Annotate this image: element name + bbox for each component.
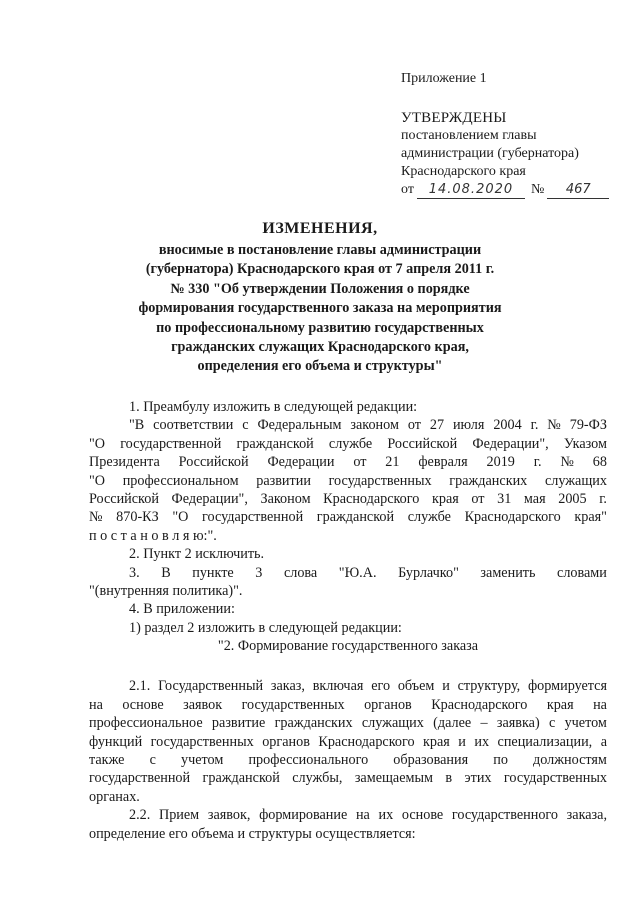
word: служащих [361, 715, 424, 732]
word: заказ, [270, 678, 305, 695]
word: замещаемым [354, 770, 434, 787]
section-2-1-line [89, 751, 607, 769]
word: Президента [89, 454, 160, 471]
word: службы, [292, 770, 343, 787]
section-2-1-line [89, 696, 607, 714]
section-2-1-line [89, 733, 607, 751]
word: Российской [178, 454, 249, 471]
section-2-1-end: органах. [89, 788, 140, 805]
word: основе [401, 807, 444, 824]
word: пункте [192, 564, 234, 581]
approval-line: Краснодарского края [401, 164, 526, 179]
word: Федерации", [171, 490, 248, 507]
document-title: ИЗМЕНЕНИЯ, [262, 220, 378, 237]
word: формируется [527, 678, 607, 695]
word: структуру, [457, 678, 521, 695]
word: гражданских [449, 472, 528, 489]
section-2-1-line [89, 714, 607, 732]
paragraph-4: 4. В приложении: [129, 601, 235, 618]
word: государственных [150, 733, 254, 750]
word: учетом [564, 715, 607, 732]
word: В [161, 564, 171, 581]
word: формирование [259, 807, 348, 824]
word: 79-ФЗ [569, 417, 607, 434]
word: органов [364, 696, 412, 713]
appendix-label: Приложение 1 [401, 71, 487, 86]
approval-line: постановлением главы [401, 128, 537, 143]
word: Российской [387, 435, 458, 452]
word: заменить [480, 564, 536, 581]
word: этих [464, 770, 492, 787]
paragraph-3 [89, 564, 607, 582]
word: соответствии [153, 417, 234, 434]
word: с [548, 715, 556, 732]
spacer [89, 655, 607, 677]
word: государственных [503, 770, 607, 787]
word: государственного [451, 807, 558, 824]
quote-line [89, 472, 607, 490]
date-number-line [401, 181, 609, 199]
word: Бурлачко" [398, 564, 459, 581]
quote-line [89, 435, 607, 453]
word: г. [599, 490, 607, 507]
title-block [100, 219, 540, 377]
word: их [474, 733, 490, 750]
word: Законом [260, 490, 311, 507]
word: Российской [89, 490, 159, 507]
word: органов [262, 733, 310, 750]
word: Федерации", [472, 435, 549, 452]
word: № [547, 417, 561, 434]
word: г. [530, 417, 539, 434]
word: февраля [418, 454, 468, 471]
word: "В [129, 417, 145, 434]
word: с [149, 752, 156, 769]
word: объем [397, 678, 435, 695]
word: заявок, [207, 807, 251, 824]
section-heading: "2. Формирование государственного заказа [217, 638, 479, 655]
paragraph-1: 1. Преамбулу изложить в следующей редакции: [129, 399, 418, 415]
word: Прием [158, 807, 200, 824]
word: словами [557, 564, 607, 581]
word: государственной [120, 435, 222, 452]
word: по [493, 752, 508, 769]
word: г. [533, 454, 542, 471]
word: "О [89, 435, 106, 452]
word: "Ю.А. [338, 564, 377, 581]
word: заказа, [566, 807, 607, 824]
quote-line [89, 453, 607, 471]
word: учетом [181, 752, 224, 769]
word: Государственный [158, 678, 264, 695]
word: Краснодарского [464, 509, 561, 526]
subtitle-line: гражданских служащих Краснодарского края, [171, 339, 469, 356]
quote-line [89, 490, 607, 508]
word: Указом [563, 435, 607, 452]
section-2-1-line [89, 769, 607, 787]
word: "О [172, 509, 189, 526]
word: а [600, 733, 607, 750]
section-2-2-line [89, 806, 607, 824]
word: профессиональное [89, 715, 203, 732]
word: их [378, 807, 394, 824]
word: должностям [533, 752, 607, 769]
word: 2019 [486, 454, 515, 471]
word: гражданской [316, 509, 395, 526]
word: в [445, 770, 453, 787]
word: службе [328, 435, 373, 452]
word: заявка) [496, 715, 540, 732]
word: образования [393, 752, 469, 769]
word: Федерации [267, 454, 335, 471]
word: 3. [129, 564, 140, 581]
subtitle-line: (губернатора) Краснодарского края от 7 апреля 2011 г. [145, 261, 495, 278]
word: государственных [328, 472, 432, 489]
word: государственной [89, 770, 191, 787]
word: гражданских [274, 715, 353, 732]
word: государственных [241, 696, 345, 713]
word: 870-КЗ [116, 509, 159, 526]
number-label: № [530, 182, 545, 197]
word: мая [523, 490, 546, 507]
word: специализации, [497, 733, 593, 750]
word: и [442, 678, 450, 695]
word: слова [283, 564, 318, 581]
word: функций [89, 733, 143, 750]
word: "О [89, 472, 106, 489]
quote-line [89, 508, 607, 526]
approved-label: УТВЕРЖДЕНЫ [401, 110, 507, 126]
word: края [431, 490, 459, 507]
word: 27 [429, 417, 445, 434]
subtitle-line: формирования государственного заказа на мероприятия [138, 300, 502, 317]
word: развитие [211, 715, 266, 732]
subtitle-line: определения его объема и структуры" [197, 358, 443, 375]
paragraph-3-end: "(внутренняя политика)". [89, 582, 243, 599]
from-label: от [401, 182, 414, 197]
word: также [89, 752, 125, 769]
word: с [242, 417, 249, 434]
word: на [593, 696, 607, 713]
word: гражданской [236, 435, 314, 452]
word: и [458, 733, 466, 750]
word: развитии [256, 472, 311, 489]
document-body [89, 398, 607, 843]
word: службе [407, 509, 451, 526]
handwritten-number: 467 [547, 182, 609, 199]
word: основе [122, 696, 164, 713]
paragraph-4-item-1: 1) раздел 2 изложить в следующей редакции: [129, 619, 402, 636]
approval-line: администрации (губернатора) [401, 146, 579, 161]
document-subtitle [100, 241, 540, 377]
word: 31 [497, 490, 512, 507]
word: Федеральным [257, 417, 342, 434]
word: Краснодарского [323, 490, 420, 507]
section-2-2-end: определение его объема и структуры осуществляется: [89, 825, 416, 842]
word: на [355, 807, 370, 824]
word: профессиональном [122, 472, 239, 489]
word: 2.2. [129, 807, 151, 824]
quote-line [89, 416, 607, 434]
word: края [546, 696, 574, 713]
word: 2005 [558, 490, 587, 507]
word: Краснодарского [318, 733, 415, 750]
word: края" [574, 509, 607, 526]
paragraph-2: 2. Пункт 2 исключить. [129, 546, 265, 563]
word: заявок [183, 696, 223, 713]
subtitle-line: по профессиональному развитию государственных [156, 319, 484, 336]
word: 2004 [493, 417, 522, 434]
word: края [423, 733, 450, 750]
word: от [471, 490, 485, 507]
word: 21 [385, 454, 400, 471]
quote-line-end: п о с т а н о в л я ю:". [89, 527, 217, 544]
word: государственной [202, 509, 304, 526]
word: профессионального [248, 752, 369, 769]
word: 2.1. [129, 678, 151, 695]
word: июля [452, 417, 485, 434]
section-2-1-line [89, 677, 607, 695]
word: от [407, 417, 421, 434]
word: № [89, 509, 103, 526]
word: – [480, 715, 488, 732]
word: от [353, 454, 367, 471]
subtitle-line: вносимые в постановление главы администрации [158, 242, 482, 258]
subtitle-line: № 330 "Об утверждении Положения о порядке [170, 280, 470, 297]
word: № [560, 454, 574, 471]
word: законом [350, 417, 399, 434]
approval-block [401, 70, 609, 199]
word: 68 [592, 454, 607, 471]
word: гражданской [202, 770, 280, 787]
word: (далее [433, 715, 472, 732]
word: служащих [544, 472, 607, 489]
handwritten-date: 14.08.2020 [417, 182, 525, 199]
word: его [371, 678, 391, 695]
word: на [89, 696, 103, 713]
word: включая [312, 678, 364, 695]
word: 3 [255, 564, 263, 581]
word: Краснодарского [431, 696, 528, 713]
